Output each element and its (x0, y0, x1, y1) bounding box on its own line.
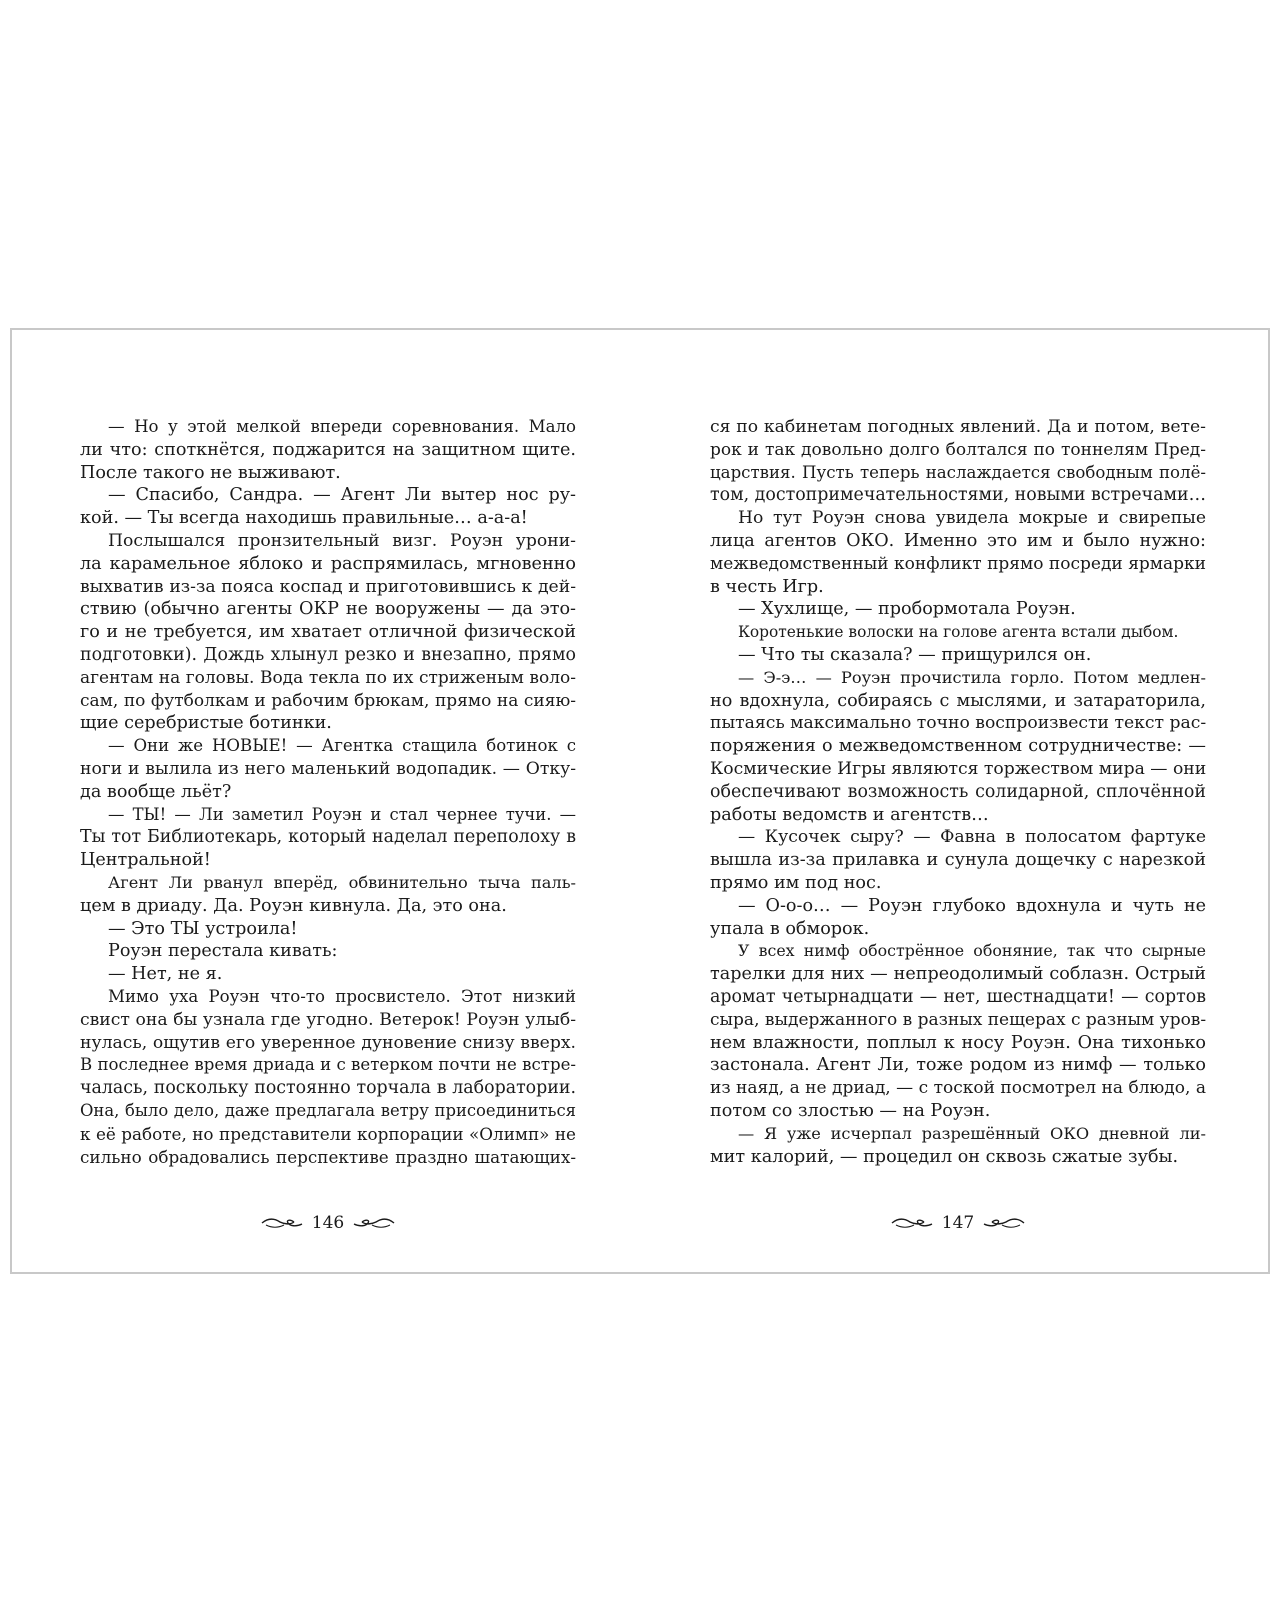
text-line: — Спасибо, Сандра. — Агент Ли вытер нос ру- (108, 485, 576, 506)
text-line: — Кусочек сыру? — Фавна в полосатом фартуке (738, 827, 1206, 848)
text-line: Мимо уха Роуэн что-то просвистело. Этот низкий (108, 986, 576, 1006)
text-line: царствия. Пусть теперь наслаждается свободным полё- (710, 462, 1206, 482)
text-line: нулась, ощутив его уверенное дуновение снизу вверх. (80, 1032, 576, 1053)
text-line: упала в обморок. (710, 918, 870, 939)
text-line: ся по кабинетам погодных явлений. Да и потом, вете- (710, 417, 1206, 437)
text-line: аромат четырнадцати — нет, шестнадцати! — сортов (710, 986, 1206, 1007)
text-line: — Это ТЫ устроила! (108, 918, 298, 939)
text-line: го и не требуется, им хватает отличной физической (80, 622, 576, 643)
text-line: — Что ты сказала? — прищурился он. (738, 644, 1092, 665)
text-line: Она, было дело, даже предлагала ветру присоединиться (80, 1100, 576, 1120)
text-line: ли что: споткнётся, поджарится на защитном щите. (80, 439, 576, 460)
text-line: — Хухлище, — пробормотала Роуэн. (738, 599, 1076, 620)
text-line: из наяд, а не дриад, — с тоской посмотрел на блюдо, а (710, 1078, 1206, 1099)
text-line: Коротенькие волоски на голове агента встали дыбом. (738, 623, 1179, 642)
page-number-right (858, 1208, 1058, 1238)
text-line: поряжения о межведомственном сотрудничестве: — (710, 736, 1206, 757)
text-line: сыра, выдержанного в разных пещерах с разным уров- (710, 1009, 1207, 1030)
page-number-left (228, 1208, 428, 1238)
text-line: чалась, поскольку постоянно торчала в лаборатории. (80, 1078, 576, 1099)
text-line: обеспечивают возможность солидарной, сплочённой (710, 781, 1206, 802)
text-line: тарелки для них — непреодолимый соблазн. Острый (710, 964, 1206, 985)
flourish-left-icon (890, 1216, 934, 1230)
text-line: подготовки). Дождь хлынул резко и внезапно, прямо (80, 644, 576, 665)
text-line: В последнее время дриада и с ветерком почти не встре- (80, 1055, 576, 1075)
text-line: ноги и вылила из него маленький водопадик. — Отку- (80, 758, 576, 779)
text-line: том, достопримечательностями, новыми встречами… (710, 485, 1206, 506)
left-page (80, 416, 576, 1168)
text-line: цем в дриаду. Да. Роуэн кивнула. Да, это она. (80, 895, 507, 916)
text-line: ствию (обычно агенты ОКР не вооружены — да это- (80, 599, 576, 620)
text-line: да вообще льёт? (80, 781, 232, 802)
text-line: ла карамельное яблоко и распрямилась, мгновенно (80, 553, 576, 574)
text-line: рок и так довольно долго болтался по тоннелям Пред- (710, 439, 1206, 460)
text-line: Космические Игры являются торжеством мира — они (710, 758, 1207, 779)
flourish-right-icon (982, 1216, 1026, 1230)
text-line: — ТЫ! — Ли заметил Роуэн и стал чернее тучи. — (108, 804, 576, 824)
book-spread (10, 328, 1270, 1274)
text-line: Центральной! (80, 850, 211, 871)
text-line: После такого не выживают. (80, 462, 341, 483)
text-line: лица агентов ОКО. Именно это им и было нужно: (710, 530, 1206, 551)
text-line: прямо им под нос. (710, 872, 882, 893)
right-page (710, 416, 1206, 1168)
text-line: щие серебристые ботинки. (80, 713, 332, 734)
text-line: потом со злостью — на Роуэн. (710, 1100, 991, 1121)
text-line: пытаясь максимально точно воспроизвести текст рас- (710, 713, 1207, 734)
text-line: — Нет, не я. (108, 964, 223, 985)
text-line: работы ведомств и агентств… (710, 804, 989, 825)
text-line: — Э-э… — Роуэн прочистила горло. Потом медлен- (738, 667, 1206, 687)
flourish-right-icon (352, 1216, 396, 1230)
page-number: 146 (311, 1213, 345, 1233)
text-line: Агент Ли рванул вперёд, обвинительно тыча паль- (108, 872, 576, 892)
text-line: застонала. Агент Ли, тоже родом из нимф — только (710, 1055, 1206, 1076)
text-line: сам, по футболкам и рабочим брюкам, прямо на сияю- (80, 690, 576, 711)
text-line: — Они же НОВЫЕ! — Агентка стащила ботинок с (108, 736, 576, 756)
text-line: межведомственный конфликт прямо посреди ярмарки (710, 553, 1206, 574)
page-number: 147 (941, 1213, 975, 1233)
flourish-left-icon (260, 1216, 304, 1230)
text-line: Но тут Роуэн снова увидела мокрые и свирепые (738, 508, 1206, 529)
text-line: вышла из-за прилавка и сунула дощечку с нарезкой (710, 850, 1206, 871)
text-line: У всех нимф обострённое обоняние, так что сырные (738, 941, 1206, 961)
text-line: в честь Игр. (710, 576, 824, 597)
text-line: — Я уже исчерпал разрешённый ОКО дневной ли- (738, 1123, 1206, 1143)
text-line: к её работе, но представители корпорации «Олимп» не (80, 1123, 576, 1144)
text-line: выхватив из-за пояса коспад и приготовившись к дей- (80, 576, 576, 597)
text-line: свист она бы узнала где угодно. Ветерок! Роуэн улыб- (80, 1009, 576, 1030)
text-line: Послышался пронзительный визг. Роуэн урони- (108, 530, 576, 551)
text-line: мит калорий, — процедил он сквозь сжатые зубы. (710, 1146, 1179, 1167)
text-line: — Но у этой мелкой впереди соревнования. Мало (108, 417, 576, 436)
text-line: агентам на головы. Вода текла по их стриженым воло- (80, 667, 576, 688)
text-line: — О-о-о… — Роуэн глубоко вдохнула и чуть не (738, 895, 1206, 916)
text-line: но вдохнула, собираясь с мыслями, и затараторила, (710, 690, 1206, 711)
text-line: сильно обрадовались перспективе праздно шатающих- (80, 1146, 576, 1167)
text-line: Роуэн перестала кивать: (108, 941, 338, 962)
text-line: Ты тот Библиотекарь, который наделал переполоху в (80, 827, 576, 848)
text-line: нем влажности, поплыл к носу Роуэн. Она тихонько (710, 1032, 1206, 1053)
text-line: кой. — Ты всегда находишь правильные… а-а-а! (80, 508, 528, 529)
